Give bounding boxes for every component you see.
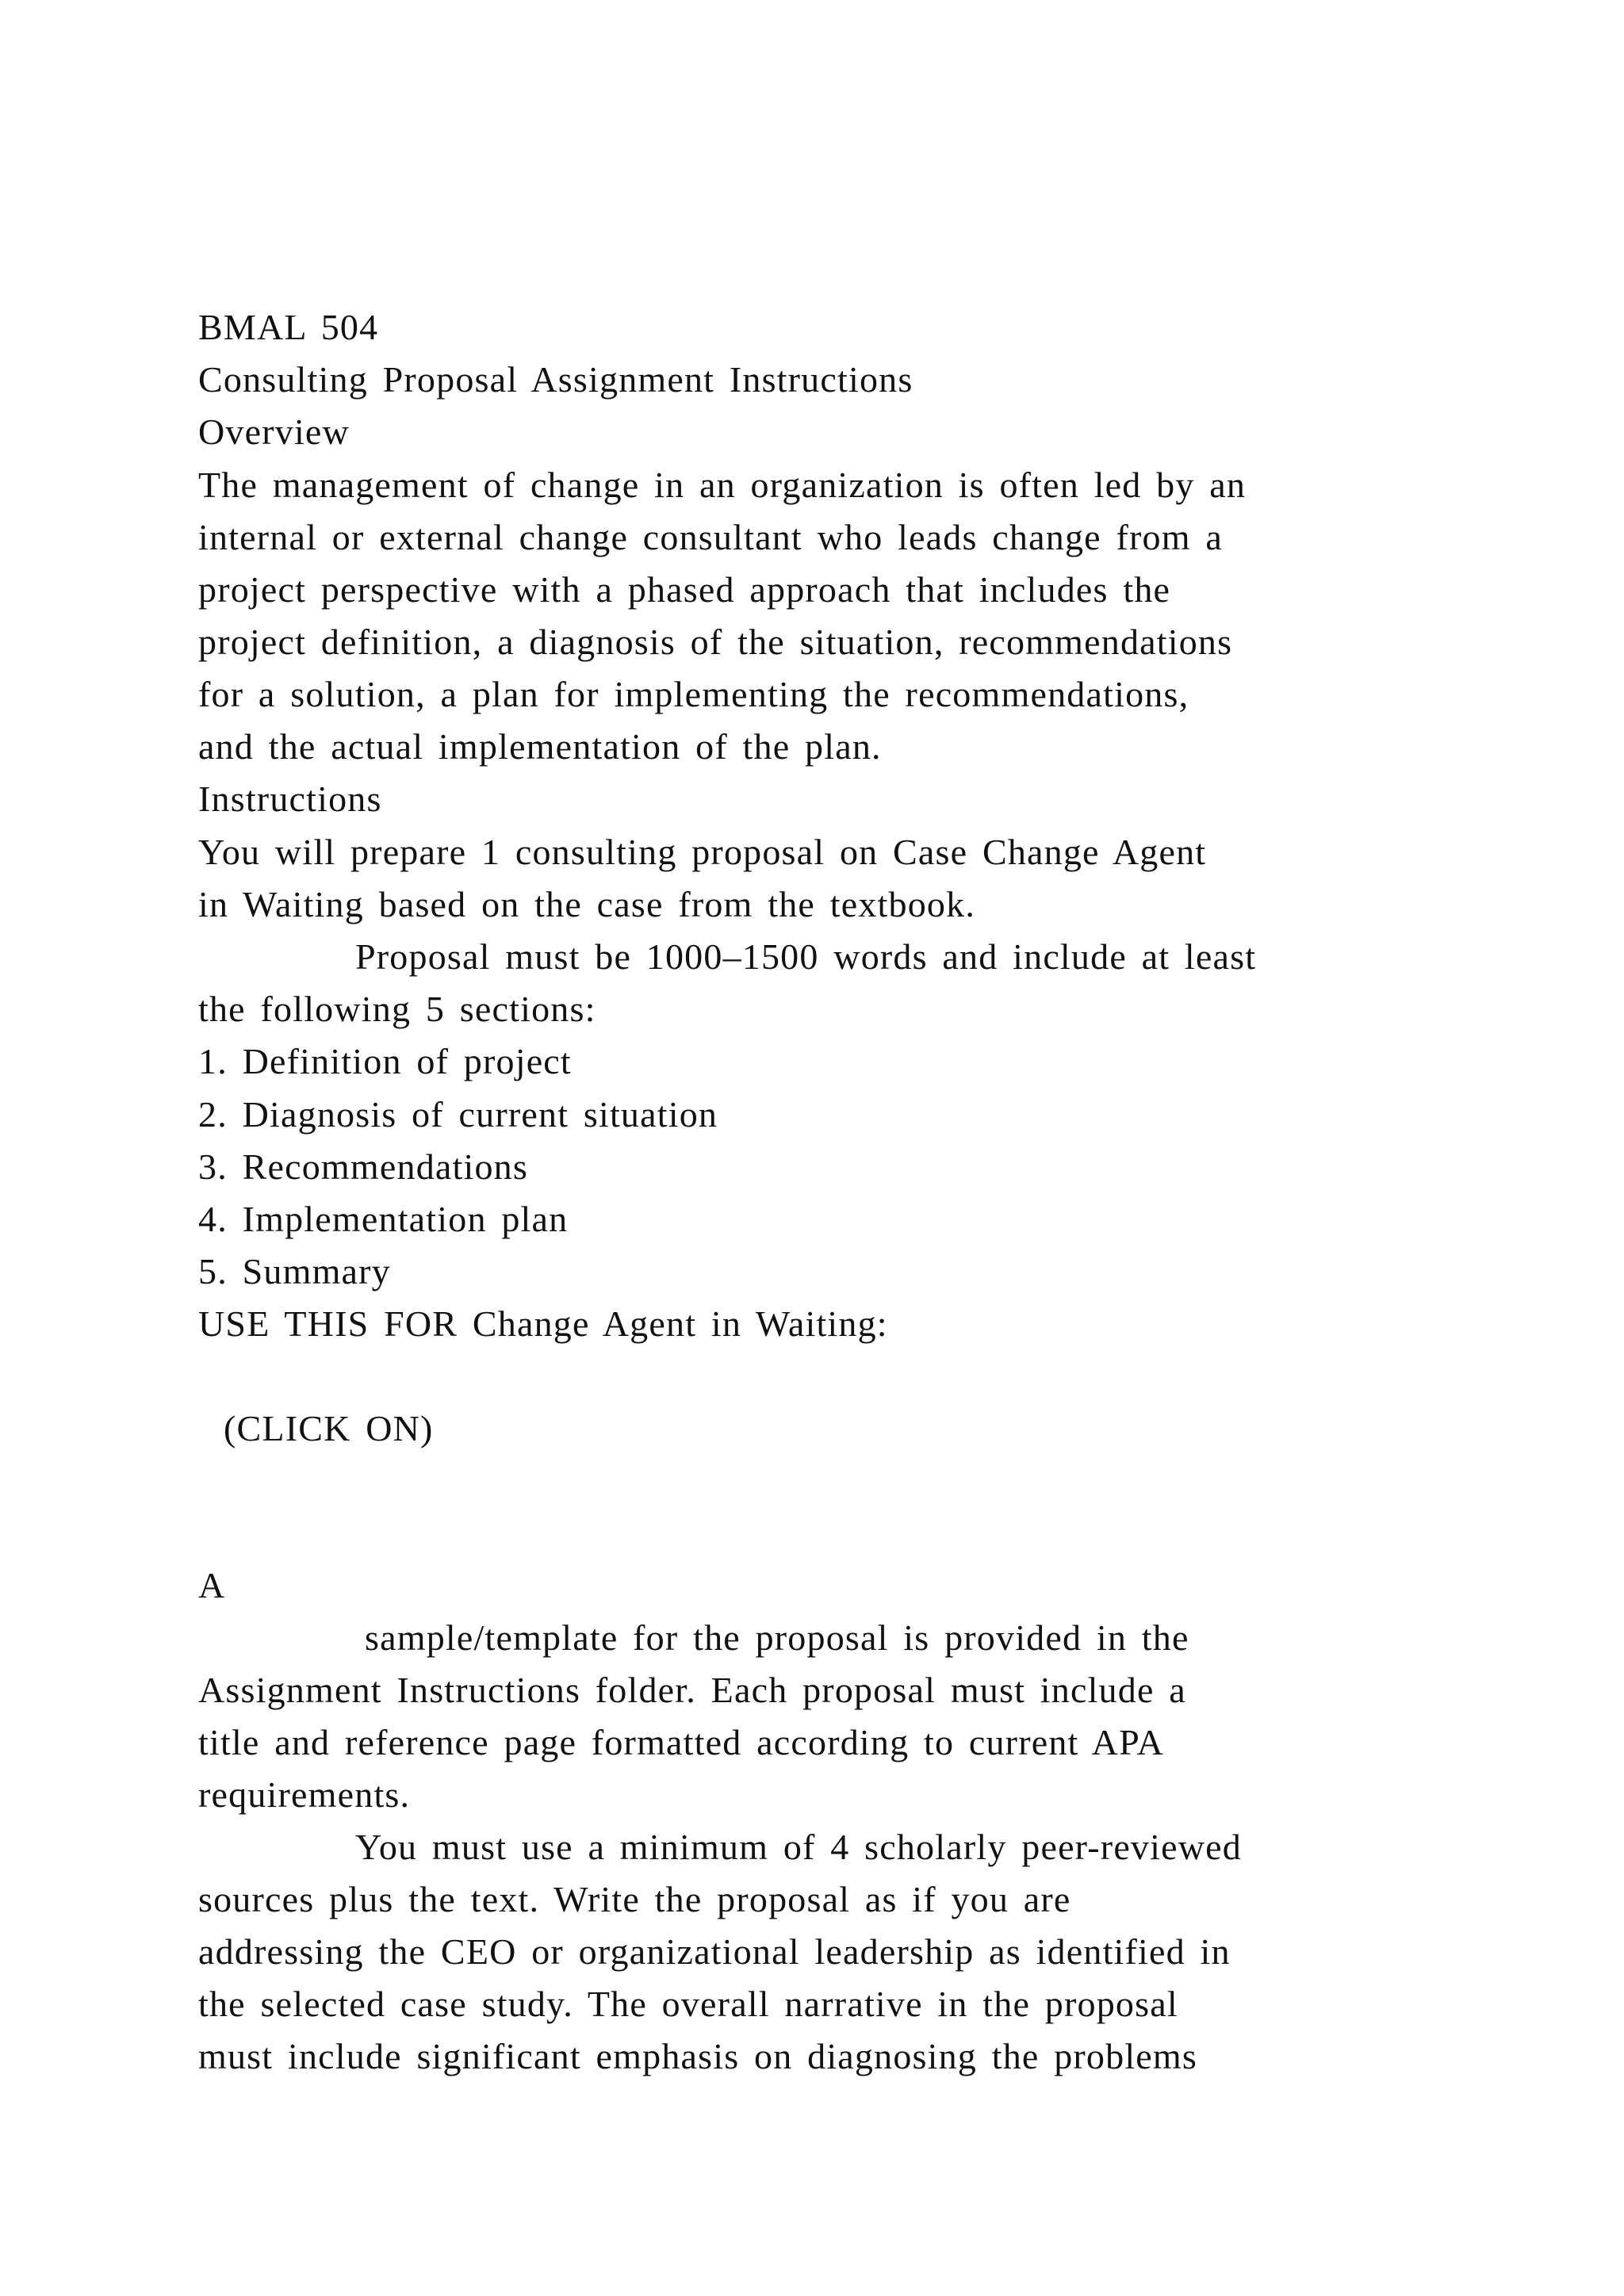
section-item: 5. Summary xyxy=(198,1251,391,1292)
overview-line: project definition, a diagnosis of the situation, recommendations xyxy=(198,622,1233,662)
section-item: 3. Recommendations xyxy=(198,1146,528,1187)
overview-line: project perspective with a phased approach that includes the xyxy=(198,569,1171,610)
letter-a: A xyxy=(198,1565,226,1605)
sample-line: requirements. xyxy=(198,1774,411,1815)
sources-line: must include significant emphasis on diagnosing the problems xyxy=(198,2036,1198,2076)
section-item: 4. Implementation plan xyxy=(198,1199,569,1239)
course-code: BMAL 504 xyxy=(198,307,379,347)
instructions-line: in Waiting based on the case from the textbook. xyxy=(198,884,976,924)
sample-line: sample/template for the proposal is provided in the xyxy=(365,1617,1189,1658)
sources-line: You must use a minimum of 4 scholarly peer-reviewed xyxy=(355,1827,1242,1867)
sources-line: addressing the CEO or organizational leadership as identified in xyxy=(198,1931,1231,1972)
instructions-line: You will prepare 1 consulting proposal on Case Change Agent xyxy=(198,832,1207,872)
sample-line: title and reference page formatted according to current APA xyxy=(198,1722,1165,1762)
overview-heading: Overview xyxy=(198,411,350,452)
overview-line: internal or external change consultant who leads change from a xyxy=(198,517,1223,557)
section-item: 2. Diagnosis of current situation xyxy=(198,1094,718,1135)
click-on-link[interactable]: (CLICK ON) xyxy=(224,1408,434,1448)
section-item: 1. Definition of project xyxy=(198,1041,572,1081)
sources-line: sources plus the text. Write the proposal as if you are xyxy=(198,1879,1071,1919)
use-this-line: USE THIS FOR Change Agent in Waiting: xyxy=(198,1303,888,1344)
proposal-line: the following 5 sections: xyxy=(198,989,596,1029)
overview-line: The management of change in an organization is often led by an xyxy=(198,465,1247,505)
instructions-heading: Instructions xyxy=(198,779,382,819)
sources-line: the selected case study. The overall narrative in the proposal xyxy=(198,1984,1178,2024)
document-title: Consulting Proposal Assignment Instructions xyxy=(198,359,914,400)
proposal-line: Proposal must be 1000–1500 words and include at least xyxy=(355,936,1257,977)
sample-line: Assignment Instructions folder. Each proposal must include a xyxy=(198,1670,1186,1710)
overview-line: for a solution, a plan for implementing the recommendations, xyxy=(198,674,1189,714)
overview-line: and the actual implementation of the plan. xyxy=(198,726,882,767)
